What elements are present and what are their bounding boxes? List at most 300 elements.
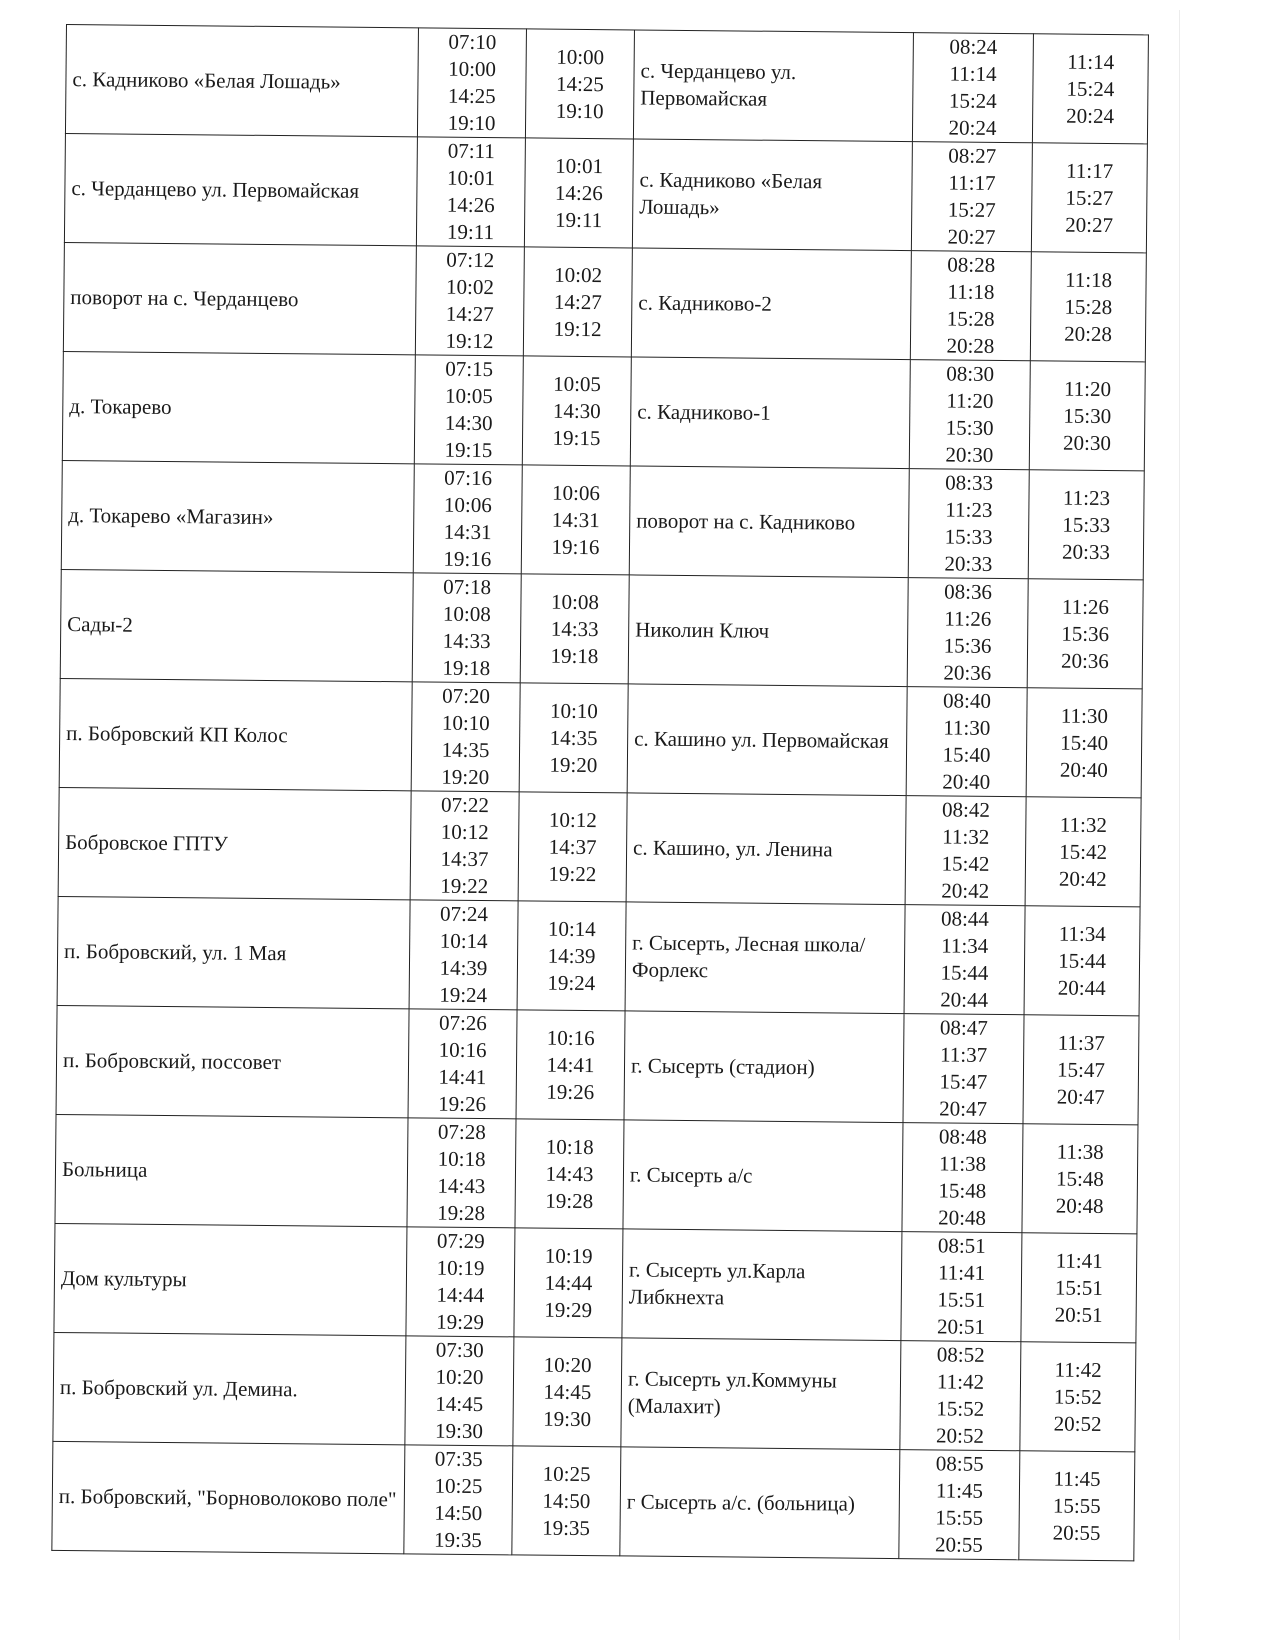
stop-name: с. Кашино ул. Первомайская: [634, 725, 889, 753]
time-value: 20:47: [939, 1096, 988, 1121]
time-value: 20:27: [1065, 212, 1114, 237]
time-value: 07:10: [448, 29, 497, 55]
times-forward-1-cell: [408, 1009, 517, 1119]
time-value: 08:36: [944, 579, 993, 604]
time-value: 10:06: [443, 492, 492, 518]
times-forward-1-cell: [405, 1336, 514, 1446]
time-value: 11:17: [948, 170, 996, 195]
times-return-1-cell: [901, 1232, 1022, 1342]
stop-return-cell: [623, 1120, 903, 1232]
times-forward-1-cell: [409, 900, 518, 1010]
time-value: 11:42: [936, 1369, 985, 1394]
stop-forward-cell: [63, 242, 416, 354]
time-value: 19:10: [447, 110, 496, 136]
time-value: 19:24: [439, 982, 488, 1008]
table-row: [65, 25, 1148, 144]
time-value: 07:11: [447, 138, 495, 164]
time-value: 10:02: [445, 274, 495, 300]
time-value: 20:24: [1066, 103, 1115, 128]
time-value: 20:48: [938, 1205, 987, 1230]
time-value: 08:51: [937, 1233, 986, 1258]
time-value: 14:43: [437, 1173, 486, 1199]
stop-forward-cell: [53, 1332, 406, 1444]
time-value: 15:30: [1063, 403, 1112, 428]
time-value: 20:48: [1055, 1193, 1104, 1218]
times-forward-2-cell: [518, 792, 627, 902]
time-value: 07:16: [444, 465, 493, 491]
page-edge: [1179, 10, 1180, 1640]
time-value: 19:22: [440, 873, 489, 899]
time-value: 15:55: [935, 1505, 984, 1530]
time-value: 14:31: [443, 519, 492, 545]
stop-name: с. Кадниково-1: [637, 399, 771, 425]
time-value: 15:33: [944, 524, 993, 549]
time-value: 07:24: [439, 901, 489, 927]
time-value: 15:27: [1065, 185, 1114, 210]
time-value: 14:35: [441, 737, 490, 763]
times-return-1-cell: [910, 251, 1031, 361]
times-return-1-cell: [899, 1450, 1020, 1560]
time-value: 10:01: [555, 153, 604, 178]
stop-forward-cell: [54, 1223, 407, 1335]
time-value: 08:30: [946, 361, 995, 386]
time-value: 15:52: [1053, 1384, 1102, 1409]
time-value: 07:28: [437, 1119, 486, 1145]
stop-return-cell: [621, 1338, 901, 1450]
table-row: [58, 787, 1141, 906]
times-return-1-cell: [902, 1123, 1023, 1233]
time-value: 08:48: [938, 1124, 987, 1149]
stop-forward-cell: [56, 1005, 409, 1117]
stop-name: п. Бобровский, ул. 1 Мая: [63, 938, 287, 965]
time-value: 20:51: [1054, 1302, 1103, 1327]
time-value: 20:42: [1058, 866, 1107, 891]
time-value: 15:24: [1066, 76, 1115, 101]
times-forward-1-cell: [416, 137, 525, 247]
stop-return-cell: [631, 248, 911, 360]
time-value: 20:33: [944, 551, 993, 576]
stop-name: с. Черданцево ул. Первомайская: [640, 58, 797, 111]
time-value: 11:20: [1063, 376, 1112, 401]
time-value: 10:08: [550, 589, 600, 614]
time-value: 19:22: [548, 861, 597, 886]
time-value: 20:30: [1062, 430, 1112, 455]
times-forward-2-cell: [524, 138, 633, 248]
time-value: 08:44: [940, 906, 989, 931]
time-value: 19:18: [442, 655, 491, 681]
time-value: 19:20: [441, 764, 490, 790]
time-value: 19:16: [551, 534, 600, 559]
times-forward-2-cell: [516, 1010, 625, 1120]
table-row: [52, 1441, 1135, 1560]
time-value: 15:44: [940, 960, 989, 985]
time-value: 11:38: [938, 1151, 987, 1176]
time-value: 10:14: [439, 928, 488, 954]
time-value: 19:29: [436, 1309, 485, 1335]
times-return-2-cell: [1031, 143, 1147, 253]
time-value: 14:45: [543, 1379, 592, 1404]
time-value: 20:27: [947, 224, 996, 249]
times-return-1-cell: [906, 687, 1027, 797]
time-value: 11:41: [937, 1260, 986, 1285]
time-value: 08:47: [939, 1015, 988, 1040]
time-value: 14:26: [446, 192, 495, 218]
time-value: 08:40: [943, 688, 992, 713]
times-forward-2-cell: [520, 574, 629, 684]
table-row: [54, 1223, 1137, 1342]
stop-name: поворот на с. Черданцево: [70, 284, 299, 311]
stop-name: г. Сысерть (стадион): [630, 1052, 815, 1079]
time-value: 10:00: [556, 44, 605, 69]
time-value: 19:30: [434, 1418, 484, 1444]
stop-forward-cell: [65, 25, 418, 137]
time-value: 15:28: [1064, 294, 1113, 319]
time-value: 15:30: [945, 415, 994, 440]
time-value: 08:52: [936, 1342, 985, 1367]
time-value: 14:39: [547, 943, 596, 968]
stop-return-cell: [630, 357, 910, 469]
time-value: 15:36: [943, 633, 992, 658]
time-value: 11:34: [941, 933, 989, 958]
time-value: 14:25: [447, 83, 496, 109]
stop-name: Николин Ключ: [635, 616, 770, 643]
times-forward-1-cell: [417, 28, 526, 138]
table-row: [53, 1332, 1136, 1451]
stop-forward-cell: [57, 896, 410, 1008]
time-value: 11:18: [1064, 267, 1113, 292]
stop-name: п. Бобровский, поссовет: [62, 1047, 282, 1074]
time-value: 19:24: [547, 970, 596, 995]
time-value: 20:51: [937, 1314, 986, 1339]
time-value: 20:33: [1061, 539, 1111, 564]
times-forward-2-cell: [515, 1119, 624, 1229]
stop-name: г. Сысерть ул.Коммуны (Малахит): [627, 1366, 837, 1419]
times-forward-2-cell: [525, 29, 634, 139]
time-value: 20:42: [941, 878, 990, 903]
time-value: 14:31: [551, 507, 600, 532]
time-value: 15:36: [1061, 621, 1110, 646]
time-value: 14:33: [442, 628, 491, 654]
stop-name: п. Бобровский КП Колос: [66, 720, 288, 747]
time-value: 14:45: [435, 1391, 484, 1417]
times-return-1-cell: [905, 796, 1026, 906]
times-return-2-cell: [1023, 1015, 1139, 1125]
times-return-1-cell: [908, 469, 1029, 579]
table-row: [55, 1114, 1138, 1233]
time-value: 11:23: [1062, 485, 1111, 510]
time-value: 11:41: [1055, 1248, 1103, 1273]
time-value: 10:05: [444, 383, 493, 409]
times-return-2-cell: [1025, 797, 1141, 907]
time-value: 15:33: [1062, 512, 1111, 537]
stop-forward-cell: [60, 569, 413, 681]
time-value: 11:26: [944, 606, 992, 631]
stop-forward-cell: [58, 787, 411, 899]
time-value: 07:12: [446, 247, 495, 273]
time-value: 08:42: [941, 797, 991, 822]
time-value: 19:12: [553, 316, 602, 341]
time-value: 11:30: [1060, 703, 1109, 728]
time-value: 10:05: [553, 371, 602, 396]
table-row: [62, 351, 1145, 470]
times-return-2-cell: [1032, 34, 1148, 144]
times-forward-2-cell: [521, 465, 630, 575]
time-value: 20:55: [934, 1532, 983, 1557]
time-value: 07:18: [443, 574, 492, 600]
time-value: 14:35: [549, 725, 598, 750]
stop-name: с. Кашино, ул. Ленина: [633, 834, 833, 861]
time-value: 11:45: [935, 1478, 984, 1503]
table-row: [61, 460, 1144, 579]
times-forward-1-cell: [404, 1445, 513, 1555]
times-forward-1-cell: [413, 464, 522, 574]
times-return-1-cell: [900, 1341, 1021, 1451]
times-return-2-cell: [1030, 252, 1146, 362]
times-return-1-cell: [907, 578, 1028, 688]
table-row: [56, 1005, 1139, 1124]
stop-name: с. Кадниково «Белая Лошадь»: [72, 66, 341, 94]
time-value: 19:29: [544, 1297, 593, 1322]
times-forward-1-cell: [407, 1118, 516, 1228]
time-value: 20:24: [948, 115, 997, 140]
time-value: 10:12: [440, 819, 489, 845]
stop-name: г. Сысерть ул.Карла Либкнехта: [628, 1257, 806, 1310]
time-value: 11:34: [1058, 921, 1106, 946]
times-forward-1-cell: [412, 573, 521, 683]
time-value: 10:16: [438, 1037, 487, 1063]
time-value: 10:19: [544, 1243, 593, 1268]
time-value: 08:33: [945, 470, 994, 495]
stop-return-cell: [620, 1447, 900, 1559]
stop-forward-cell: [52, 1441, 405, 1553]
time-value: 11:30: [943, 715, 991, 740]
time-value: 14:39: [439, 955, 488, 981]
time-value: 14:26: [554, 180, 603, 205]
stop-name: п. Бобровский, "Борноволоково поле": [58, 1483, 397, 1511]
time-value: 20:36: [943, 660, 992, 685]
time-value: 14:30: [444, 410, 493, 436]
time-value: 11:26: [1061, 594, 1110, 619]
times-return-2-cell: [1028, 470, 1144, 580]
time-value: 11:17: [1065, 158, 1114, 183]
time-value: 07:20: [442, 683, 491, 709]
time-value: 11:23: [945, 497, 993, 522]
times-forward-1-cell: [415, 246, 524, 356]
time-value: 19:11: [446, 219, 495, 245]
time-value: 14:27: [553, 289, 602, 314]
time-value: 10:25: [434, 1473, 483, 1499]
times-return-2-cell: [1027, 579, 1143, 689]
times-return-1-cell: [911, 142, 1032, 252]
time-value: 14:27: [445, 301, 494, 327]
stop-name: г. Сысерть, Лесная школа/Форлекс: [631, 930, 866, 983]
times-return-2-cell: [1019, 1451, 1135, 1561]
time-value: 10:12: [548, 807, 597, 832]
stop-name: д. Токарево «Магазин»: [68, 502, 274, 529]
time-value: 20:52: [935, 1423, 985, 1448]
times-return-2-cell: [1029, 361, 1145, 471]
stop-name: с. Черданцево ул. Первомайская: [71, 175, 360, 203]
time-value: 20:47: [1056, 1084, 1105, 1109]
time-value: 10:10: [549, 698, 598, 723]
time-value: 15:44: [1058, 948, 1107, 973]
time-value: 10:00: [448, 56, 497, 82]
time-value: 11:32: [1059, 812, 1108, 837]
times-return-2-cell: [1024, 906, 1140, 1016]
time-value: 20:28: [1064, 321, 1113, 346]
stop-forward-cell: [55, 1114, 408, 1226]
stop-return-cell: [625, 902, 905, 1014]
schedule-table: [51, 24, 1149, 1561]
time-value: 19:20: [549, 752, 598, 777]
time-value: 10:02: [554, 262, 603, 287]
time-value: 10:20: [435, 1364, 484, 1390]
stop-name: г. Сысерть а/с: [629, 1161, 753, 1188]
time-value: 15:42: [1059, 839, 1108, 864]
time-value: 20:44: [940, 987, 989, 1012]
times-return-1-cell: [912, 33, 1033, 143]
times-forward-2-cell: [523, 247, 632, 357]
time-value: 15:51: [937, 1287, 986, 1312]
time-value: 15:51: [1054, 1275, 1103, 1300]
time-value: 15:52: [936, 1396, 985, 1421]
time-value: 20:52: [1053, 1411, 1102, 1436]
table-row: [64, 133, 1147, 252]
time-value: 10:01: [447, 165, 496, 191]
time-value: 15:24: [948, 88, 997, 113]
time-value: 19:15: [444, 437, 493, 463]
time-value: 08:28: [947, 252, 996, 277]
time-value: 14:44: [436, 1282, 485, 1308]
time-value: 14:37: [548, 834, 597, 859]
time-value: 15:48: [938, 1178, 987, 1203]
time-value: 07:29: [436, 1228, 485, 1254]
time-value: 14:41: [546, 1052, 595, 1077]
time-value: 15:40: [942, 742, 991, 767]
time-value: 11:32: [942, 824, 990, 849]
time-value: 11:37: [940, 1042, 988, 1067]
times-forward-1-cell: [411, 682, 520, 792]
time-value: 14:43: [545, 1161, 594, 1186]
time-value: 15:42: [941, 851, 990, 876]
time-value: 08:27: [948, 143, 997, 168]
time-value: 19:18: [550, 643, 599, 668]
stop-return-cell: [633, 30, 913, 142]
time-value: 19:35: [542, 1515, 591, 1540]
time-value: 11:45: [1053, 1466, 1101, 1491]
time-value: 08:24: [949, 34, 998, 59]
times-forward-2-cell: [522, 356, 631, 466]
time-value: 14:41: [438, 1064, 487, 1090]
time-value: 15:40: [1060, 730, 1109, 755]
time-value: 10:16: [546, 1025, 595, 1050]
time-value: 20:44: [1057, 975, 1106, 1000]
stop-return-cell: [624, 1011, 904, 1123]
stop-name: Дом культуры: [60, 1265, 187, 1291]
table-row: [59, 678, 1142, 797]
time-value: 15:28: [946, 306, 995, 331]
stop-name: с. Кадниково «Белая Лошадь»: [639, 167, 823, 220]
time-value: 15:47: [1056, 1057, 1106, 1082]
time-value: 11:37: [1057, 1030, 1105, 1055]
time-value: 10:06: [551, 480, 601, 505]
time-value: 19:16: [443, 546, 492, 572]
stop-name: г Сысерть а/с. (больница): [626, 1488, 856, 1516]
stop-forward-cell: [61, 460, 414, 572]
stop-return-cell: [629, 466, 909, 578]
time-value: 11:14: [1067, 49, 1115, 74]
time-value: 14:50: [542, 1488, 591, 1513]
time-value: 07:35: [434, 1446, 483, 1472]
table-row: [63, 242, 1146, 361]
time-value: 19:15: [552, 425, 601, 450]
time-value: 19:28: [545, 1188, 594, 1213]
time-value: 20:36: [1060, 648, 1109, 673]
time-value: 19:28: [437, 1200, 486, 1226]
stop-name: Сады-2: [67, 611, 133, 637]
times-forward-2-cell: [519, 683, 628, 793]
time-value: 19:30: [543, 1406, 592, 1431]
stop-forward-cell: [62, 351, 415, 463]
time-value: 14:37: [440, 846, 489, 872]
stop-name: д. Токарево: [69, 393, 172, 419]
stop-name: п. Бобровский ул. Демина.: [59, 1374, 298, 1401]
times-forward-1-cell: [406, 1227, 515, 1337]
time-value: 20:40: [942, 769, 991, 794]
time-value: 10:19: [436, 1255, 485, 1281]
stop-name: Бобровское ГПТУ: [65, 829, 229, 856]
time-value: 14:50: [434, 1500, 483, 1526]
time-value: 15:48: [1055, 1166, 1105, 1191]
times-forward-2-cell: [517, 901, 626, 1011]
time-value: 19:35: [433, 1527, 483, 1553]
times-return-2-cell: [1026, 688, 1142, 798]
time-value: 14:25: [555, 71, 604, 96]
time-value: 11:20: [946, 388, 994, 413]
time-value: 11:42: [1054, 1357, 1102, 1382]
time-value: 14:30: [552, 398, 601, 423]
times-return-2-cell: [1022, 1124, 1138, 1234]
time-value: 07:22: [440, 792, 490, 818]
time-value: 19:10: [555, 98, 604, 123]
time-value: 14:44: [544, 1270, 593, 1295]
times-return-2-cell: [1020, 1342, 1136, 1452]
time-value: 20:30: [945, 442, 994, 467]
times-forward-2-cell: [512, 1446, 621, 1556]
time-value: 07:30: [435, 1337, 484, 1363]
table-row: [60, 569, 1143, 688]
time-value: 10:18: [545, 1134, 594, 1159]
time-value: 10:18: [437, 1146, 486, 1172]
time-value: 20:28: [946, 333, 995, 358]
time-value: 14:33: [550, 616, 599, 641]
stop-return-cell: [632, 139, 912, 251]
times-return-1-cell: [909, 360, 1030, 470]
times-return-1-cell: [904, 905, 1025, 1015]
stop-forward-cell: [59, 678, 412, 790]
times-forward-1-cell: [410, 791, 519, 901]
time-value: 19:11: [555, 207, 603, 232]
stop-name: Больница: [61, 1156, 148, 1182]
time-value: 20:55: [1052, 1520, 1101, 1545]
times-return-2-cell: [1021, 1233, 1137, 1343]
table-row: [57, 896, 1140, 1015]
times-forward-2-cell: [513, 1337, 622, 1447]
time-value: 10:08: [442, 601, 491, 627]
stop-return-cell: [626, 793, 906, 905]
time-value: 11:18: [947, 279, 995, 304]
stop-return-cell: [628, 575, 908, 687]
